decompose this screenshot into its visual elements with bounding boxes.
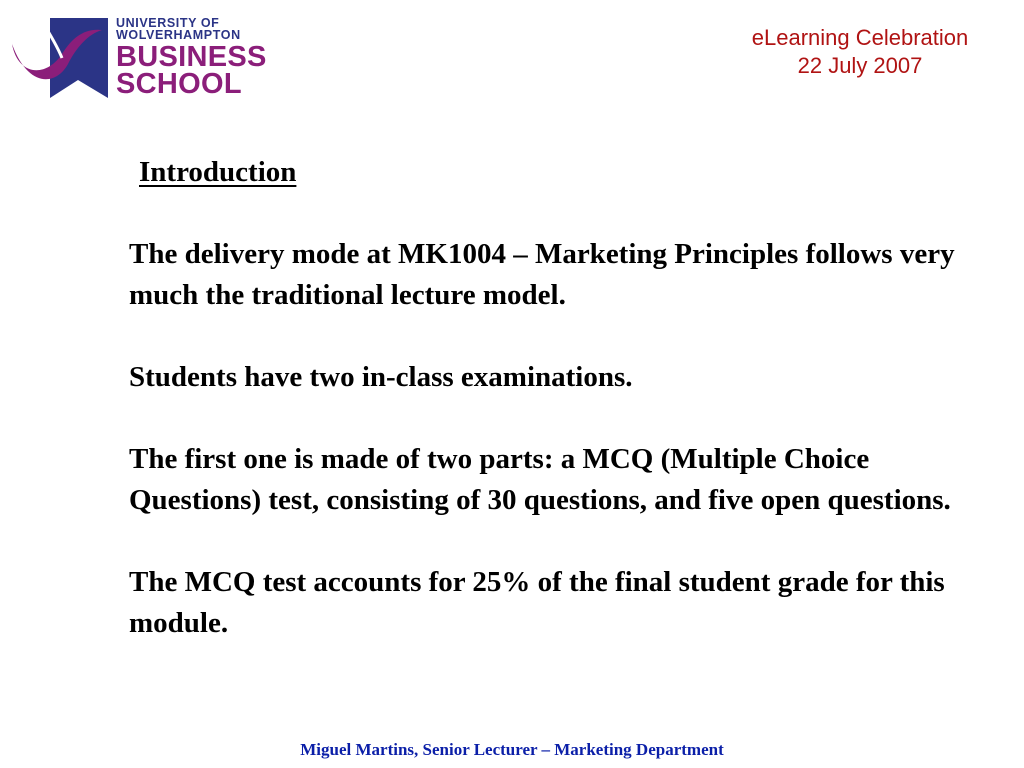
slide-footer: Miguel Martins, Senior Lecturer – Marketing Department [300, 740, 724, 759]
event-header [720, 24, 1000, 80]
paragraph-delivery-mode: The delivery mode at MK1004 – Marketing Principles follows very much the traditional lecture model. [129, 238, 955, 311]
logo-line-wolverhampton: WOLVERHAMPTON [116, 28, 241, 42]
paragraph-first-exam: The first one is made of two parts: a MCQ (Multiple Choice Questions) test, consisting of 30 questions, and five open questions. [129, 443, 951, 516]
university-logo [10, 14, 267, 100]
logo-wordmark [116, 17, 267, 98]
event-name: eLearning Celebration [751, 25, 969, 50]
logo-line-school: SCHOOL [116, 68, 242, 100]
logo-line-university: UNIVERSITY OF [116, 16, 220, 30]
logo-emblem [10, 14, 110, 100]
paragraph-examinations: Students have two in-class examinations. [129, 361, 633, 393]
event-date: 22 July 2007 [797, 53, 923, 78]
logo-line-business: BUSINESS [116, 41, 267, 73]
paragraph-mcq-weight: The MCQ test accounts for 25% of the final student grade for this module. [129, 566, 945, 639]
slide-body [129, 152, 959, 644]
slide-heading: Introduction [139, 156, 297, 188]
